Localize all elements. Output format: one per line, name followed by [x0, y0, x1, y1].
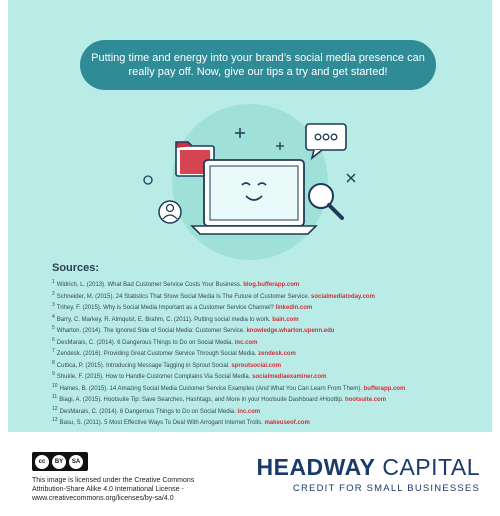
sources-title: Sources:	[52, 262, 100, 274]
source-link[interactable]: inc.com	[234, 339, 258, 346]
close-icon	[347, 174, 355, 182]
source-link[interactable]: hootsuite.com	[345, 397, 387, 403]
source-link[interactable]: knowledge.wharton.upenn.edu	[246, 328, 335, 334]
brand-name	[257, 454, 481, 481]
source-item	[52, 416, 492, 428]
source-citation: Widrich, L. (2013). What Bad Customer Service Costs Your Business.	[56, 282, 242, 288]
source-number: 8	[52, 359, 55, 366]
source-number: 5	[52, 325, 55, 331]
source-citation: Shukle, F. (2015). How to Handle Customer Complains Via Social Media.	[56, 374, 251, 380]
source-number: 4	[52, 313, 55, 320]
source-item	[52, 393, 492, 405]
brand-name-bold: HEADWAY	[256, 454, 376, 480]
source-citation: Zendesk. (2016). Providing Great Customer Service Through Social Media.	[56, 351, 257, 357]
license-line: Attribution-Share Alike 4.0 International License -	[32, 486, 184, 493]
source-citation: Schneider, M. (2015). 24 Statistics That Show Social Media Is The Future of Customer Service.	[56, 293, 310, 300]
social-media-illustration	[8, 0, 492, 260]
user-icon	[159, 201, 181, 223]
source-item	[52, 336, 492, 348]
source-number: 10	[52, 382, 58, 389]
circle-decoration	[144, 176, 152, 184]
source-citation: Trihey, F. (2015). Why is Social Media Important as a Customer Service Channel?	[56, 305, 274, 311]
source-link[interactable]: blog.bufferapp.com	[243, 282, 300, 288]
by-icon: BY	[52, 455, 66, 469]
source-number: 7	[52, 348, 55, 354]
source-citation: Basu, S. (2011). 5 Most Effective Ways To Deal With Arrogant Internet Trolls.	[59, 420, 263, 426]
source-citation: Cuttica, P. (2015). Introducing Message Tagging in Sprout Social.	[56, 362, 230, 369]
source-item	[52, 359, 492, 371]
source-item	[52, 382, 492, 394]
creative-commons-badge[interactable]	[32, 452, 88, 471]
source-item	[52, 301, 492, 313]
license-line: This image is licensed under the Creative Commons	[32, 477, 195, 484]
source-link[interactable]: sproutsocial.com	[231, 362, 282, 369]
source-link[interactable]: socialmediatoday.com	[311, 293, 375, 300]
source-item	[52, 313, 492, 325]
source-link[interactable]: linkedin.com	[275, 305, 313, 311]
source-item	[52, 405, 492, 417]
source-item	[52, 370, 492, 382]
cc-icon: cc	[35, 455, 49, 469]
source-link[interactable]: socialmediaexaminer.com	[252, 374, 327, 380]
source-citation: Haines, B. (2015). 14 Amazing Social Media Customer Service Examples (And What You Can Learn From Them).	[59, 385, 362, 392]
source-citation: Wharton. (2014). The Ignored Side of Social Media: Customer Service.	[56, 328, 245, 334]
source-link[interactable]: bain.com	[272, 316, 299, 323]
source-item	[52, 278, 492, 290]
sa-icon: SA	[69, 455, 83, 469]
infographic-panel	[8, 0, 492, 432]
laptop-icon	[192, 160, 316, 234]
source-number: 12	[52, 405, 58, 412]
license-link[interactable]: www.creativecommons.org/licenses/by-sa/4.0	[32, 495, 174, 502]
source-item	[52, 324, 492, 336]
brand-name-rest: CAPITAL	[375, 454, 480, 480]
source-number: 13	[52, 417, 58, 423]
source-link[interactable]: makeuseof.com	[264, 420, 310, 426]
source-link[interactable]: zendesk.com	[258, 351, 296, 357]
source-number: 11	[52, 394, 58, 400]
source-number: 6	[52, 336, 55, 343]
source-link[interactable]: inc.com	[237, 408, 261, 415]
source-citation: Barry, C. Markey, R. Almquist, E. Brahm, C. (2011). Putting social media to work.	[56, 316, 271, 323]
footer	[0, 432, 500, 516]
headway-capital-logo[interactable]	[257, 454, 481, 494]
license-text	[32, 476, 194, 503]
source-number: 3	[52, 302, 55, 308]
source-citation: DesMarais, C. (2014). 6 Dangerous Things to Do on Social Media.	[59, 408, 236, 415]
source-number: 2	[52, 290, 55, 297]
source-citation: DesMarais, C. (2014). 6 Dangerous Things to Do on Social Media.	[56, 339, 234, 346]
tip-banner-text: Putting time and energy into your brand’s social media presence can really pay off. Now, give our tips a try and get started!	[91, 52, 425, 78]
source-number: 9	[52, 371, 55, 377]
source-item	[52, 347, 492, 359]
source-citation: Biagi, A. (2015). Hootsuite Tip: Save Searches, Hashtags, and More in your Hootsuite Dashboard #Hoottip.	[59, 397, 344, 403]
sources-list	[52, 278, 492, 428]
source-link[interactable]: bufferapp.com	[363, 385, 406, 392]
source-number: 1	[52, 279, 55, 285]
brand-tagline: CREDIT FOR SMALL BUSINESSES	[292, 483, 480, 494]
source-item	[52, 290, 492, 302]
